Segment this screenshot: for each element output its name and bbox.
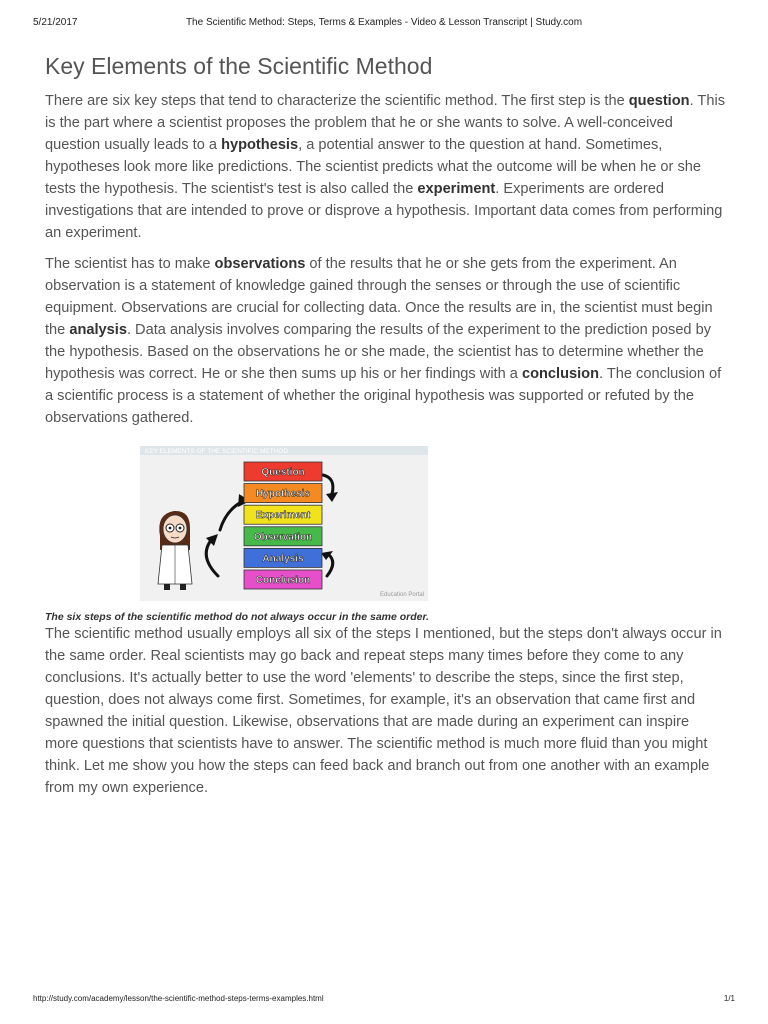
- text-span: . Experiments are ordered investigations that are intended to prove or disprove a hypothesis. Important data comes from performing an experiment.: [45, 181, 723, 241]
- scientific-method-figure: [140, 446, 428, 601]
- figure-banner-text: KEY ELEMENTS OF THE SCIENTIFIC METHOD: [145, 448, 289, 455]
- term-question: question: [628, 93, 690, 109]
- term-experiment: experiment: [417, 181, 496, 197]
- text-span: . The conclusion of a scientific process is a statement of whether the original hypothesis was supported or refuted by the observations gathered.: [45, 366, 722, 426]
- step-label-observation: Observation: [253, 531, 313, 543]
- term-conclusion: conclusion: [521, 366, 599, 382]
- text-span: of the results that he or she gets from the experiment. An observation is a statement of knowledge gained through the senses or through the use of scientific equipment. Observations are crucial for collecting data. Once the results are in, the scientist must begin the: [45, 256, 713, 338]
- figure-caption: The six steps of the scientific method do not always occur in the same order.: [45, 611, 429, 623]
- term-analysis: analysis: [69, 322, 127, 338]
- print-footer: [33, 994, 735, 1008]
- article-content: [45, 50, 725, 808]
- term-observations: observations: [214, 256, 306, 272]
- text-span: , a potential answer to the question at hand. Sometimes, hypotheses look more like predictions. The scientist predicts what the outcome will be when he or she tests the hypothesis. The scientist's test is also called the: [45, 137, 701, 197]
- print-date: 5/21/2017: [33, 17, 78, 28]
- text-span: There are six key steps that tend to characterize the scientific method. The first step is the: [45, 93, 629, 109]
- article-heading: Key Elements of the Scientific Method: [45, 53, 433, 79]
- step-label-question: Question: [261, 467, 305, 478]
- print-header: [33, 17, 735, 31]
- figure-illustration: [140, 446, 428, 601]
- print-page-title: The Scientific Method: Steps, Terms & Examples - Video & Lesson Transcript | Study.com: [185, 17, 583, 28]
- term-hypothesis: hypothesis: [221, 137, 299, 153]
- print-url: http://study.com/academy/lesson/the-scientific-method-steps-terms-examples.html: [33, 994, 324, 1003]
- paragraph-steps-intro: [45, 90, 725, 244]
- step-label-analysis: Analysis: [262, 553, 304, 565]
- step-label-conclusion: Conclusion: [255, 575, 311, 586]
- text-span: . Data analysis involves comparing the results of the experiment to the prediction posed by the hypothesis. Based on the observations he or she made, the scientist has to determine whether the hypothesis was correct. He or she then sums up his or her findings with a: [45, 322, 712, 382]
- paragraph-observations: [45, 253, 725, 429]
- text-span: The scientist has to make: [45, 256, 215, 272]
- scientist-illustration: [158, 511, 192, 590]
- paragraph-order: The scientific method usually employs all six of the steps I mentioned, but the steps don't always occur in the same order. Real scientists may go back and repeat steps many times before they come to any conclusions. It's actually better to use the word 'elements' to describe the steps, since the first step, question, does not always come first. Sometimes, for example, it's an observation that came first and spawned the initial question. Likewise, observations that are made during an experiment can inspire more questions that scientists have to answer. The scientific method is much more fluid than you might think. Let me show you how the steps can feed back and branch out from one another with an example from my own experience.: [45, 626, 722, 796]
- step-label-hypothesis: Hypothesis: [256, 488, 310, 500]
- step-label-experiment: Experiment: [255, 510, 311, 522]
- print-page-number: 1/1: [723, 994, 735, 1003]
- text-span: . This is the part where a scientist proposes the problem that he or she wants to solve. A well-conceived question usually leads to a: [45, 93, 725, 153]
- figure-watermark: Education Portal: [380, 592, 425, 598]
